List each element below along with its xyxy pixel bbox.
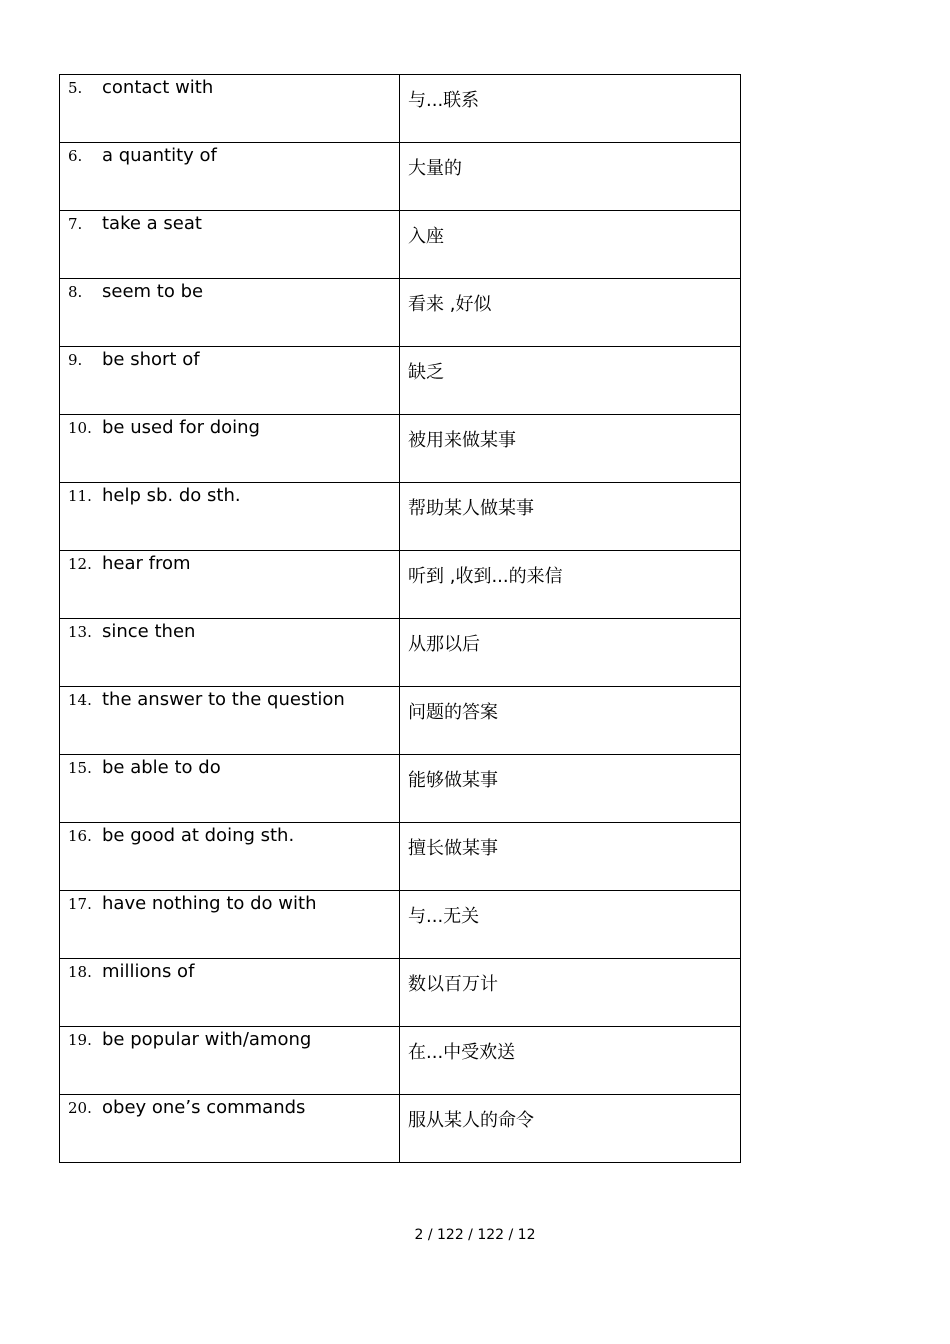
english-phrase: have nothing to do with — [102, 893, 317, 914]
chinese-meaning: 与...联系 — [408, 90, 480, 111]
english-phrase: obey one’s commands — [102, 1097, 306, 1118]
chinese-meaning: 与...无关 — [408, 906, 480, 927]
item-number: 10. — [68, 419, 92, 437]
english-phrase-cell — [60, 823, 400, 891]
english-phrase: be popular with/among — [102, 1029, 312, 1050]
english-phrase-cell — [60, 347, 400, 415]
english-phrase: the answer to the question — [102, 689, 345, 710]
table-row — [60, 687, 741, 755]
item-number: 6. — [68, 147, 83, 165]
chinese-meaning: 听到 ,收到...的来信 — [408, 566, 563, 587]
english-phrase: help sb. do sth. — [102, 485, 241, 506]
item-number: 16. — [68, 827, 92, 845]
item-number: 12. — [68, 555, 92, 573]
table-row — [60, 279, 741, 347]
item-number: 19. — [68, 1031, 92, 1049]
table-row — [60, 823, 741, 891]
english-phrase: millions of — [102, 961, 195, 982]
table-row — [60, 1027, 741, 1095]
english-phrase-cell — [60, 483, 400, 551]
english-phrase-cell — [60, 959, 400, 1027]
vocabulary-table-body — [60, 75, 741, 1163]
chinese-meaning: 能够做某事 — [408, 770, 498, 791]
chinese-meaning-cell — [400, 687, 741, 755]
english-phrase-cell — [60, 279, 400, 347]
item-number: 13. — [68, 623, 92, 641]
item-number: 7. — [68, 215, 83, 233]
chinese-meaning: 大量的 — [408, 158, 462, 179]
english-phrase: be short of — [102, 349, 200, 370]
item-number: 17. — [68, 895, 92, 913]
table-row — [60, 619, 741, 687]
english-phrase: take a seat — [102, 213, 202, 234]
chinese-meaning-cell — [400, 75, 741, 143]
english-phrase: hear from — [102, 553, 191, 574]
chinese-meaning-cell — [400, 823, 741, 891]
item-number: 9. — [68, 351, 83, 369]
chinese-meaning-cell — [400, 279, 741, 347]
english-phrase: since then — [102, 621, 196, 642]
english-phrase: seem to be — [102, 281, 204, 302]
english-phrase-cell — [60, 415, 400, 483]
chinese-meaning: 看来 ,好似 — [408, 294, 492, 315]
english-phrase: contact with — [102, 77, 214, 98]
english-phrase: be used for doing — [102, 417, 260, 438]
chinese-meaning: 擅长做某事 — [408, 838, 498, 859]
chinese-meaning-cell — [400, 551, 741, 619]
chinese-meaning: 从那以后 — [408, 634, 480, 655]
english-phrase-cell — [60, 75, 400, 143]
english-phrase: be good at doing sth. — [102, 825, 295, 846]
chinese-meaning: 入座 — [408, 226, 444, 247]
page-number-footer: 2 / 122 / 122 / 12 — [414, 1227, 536, 1243]
chinese-meaning-cell — [400, 755, 741, 823]
item-number: 8. — [68, 283, 83, 301]
english-phrase-cell — [60, 1095, 400, 1163]
english-phrase-cell — [60, 211, 400, 279]
chinese-meaning: 帮助某人做某事 — [408, 498, 534, 519]
item-number: 18. — [68, 963, 92, 981]
vocabulary-table — [59, 74, 741, 1163]
chinese-meaning-cell — [400, 1095, 741, 1163]
english-phrase-cell — [60, 687, 400, 755]
table-row — [60, 959, 741, 1027]
item-number: 20. — [68, 1099, 92, 1117]
item-number: 15. — [68, 759, 92, 777]
table-row — [60, 891, 741, 959]
table-row — [60, 415, 741, 483]
table-row — [60, 211, 741, 279]
english-phrase-cell — [60, 143, 400, 211]
english-phrase-cell — [60, 891, 400, 959]
table-row — [60, 143, 741, 211]
table-row — [60, 483, 741, 551]
chinese-meaning: 数以百万计 — [408, 974, 498, 995]
table-row — [60, 347, 741, 415]
chinese-meaning: 服从某人的命令 — [408, 1110, 534, 1131]
chinese-meaning-cell — [400, 415, 741, 483]
chinese-meaning: 问题的答案 — [408, 702, 498, 723]
chinese-meaning-cell — [400, 211, 741, 279]
english-phrase-cell — [60, 755, 400, 823]
item-number: 5. — [68, 79, 83, 97]
chinese-meaning: 缺乏 — [408, 362, 444, 383]
item-number: 11. — [68, 487, 92, 505]
chinese-meaning-cell — [400, 959, 741, 1027]
chinese-meaning-cell — [400, 891, 741, 959]
english-phrase-cell — [60, 1027, 400, 1095]
table-row — [60, 755, 741, 823]
chinese-meaning-cell — [400, 143, 741, 211]
table-row — [60, 75, 741, 143]
table-row — [60, 1095, 741, 1163]
chinese-meaning: 被用来做某事 — [408, 430, 516, 451]
english-phrase-cell — [60, 551, 400, 619]
english-phrase-cell — [60, 619, 400, 687]
item-number: 14. — [68, 691, 92, 709]
chinese-meaning-cell — [400, 619, 741, 687]
table-row — [60, 551, 741, 619]
chinese-meaning-cell — [400, 483, 741, 551]
english-phrase: a quantity of — [102, 145, 217, 166]
english-phrase: be able to do — [102, 757, 221, 778]
chinese-meaning-cell — [400, 1027, 741, 1095]
chinese-meaning-cell — [400, 347, 741, 415]
chinese-meaning: 在...中受欢送 — [408, 1042, 516, 1063]
